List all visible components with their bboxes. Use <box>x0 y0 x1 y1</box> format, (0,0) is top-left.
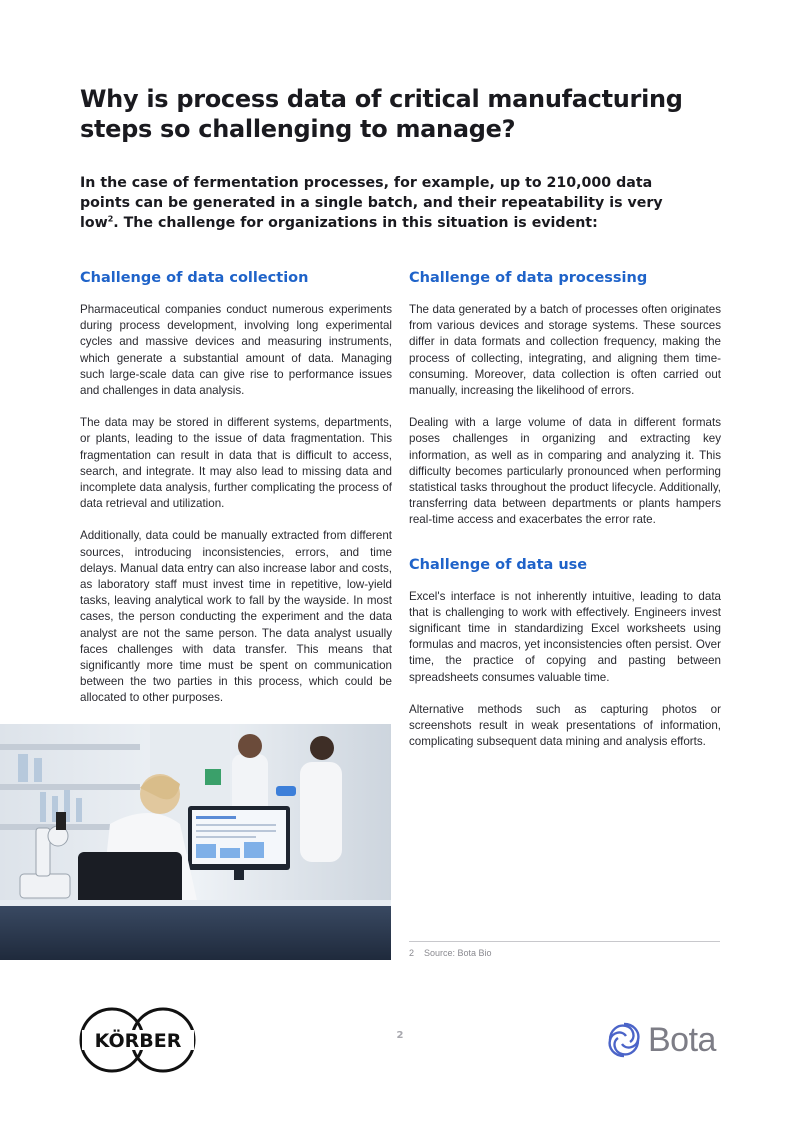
use-paragraph: Alternative methods such as capturing photos or screenshots result in weak presentations of information, complicating subsequent data mining and analysis efforts. <box>409 702 721 749</box>
collection-paragraph: Pharmaceutical companies conduct numerous experiments during process development, involving long experimental cycles and massive devices and measuring instruments, which generate a substantial amount of data. Managing such large-scale data can give rise to performance issues and challenges in data analysis. <box>80 303 392 398</box>
processing-paragraph: Dealing with a large volume of data in different formats poses challenges in organizing and extracting key information, as well as in comparing and analyzing it. This difficulty becomes particularly pronounced when performing statistical tasks throughout the product lifecycle. Additionally, transferring data between departments or plants hampers real-time access and exacerbates the error rate. <box>409 416 721 527</box>
left-column <box>80 268 392 707</box>
right-column <box>409 268 721 750</box>
heading-data-use: Challenge of data use <box>409 556 588 573</box>
page-number: 2 <box>396 1030 404 1041</box>
bota-mark-icon <box>602 1018 646 1062</box>
intro-text: In the case of fermentation processes, for example, up to 210,000 data points can be generated in a single batch, and their repeatability is very low <box>80 175 663 231</box>
footnote-text: Source: Bota Bio <box>424 948 492 958</box>
korber-logo <box>78 1005 198 1075</box>
footnote-divider <box>409 941 720 942</box>
footnote <box>409 948 492 958</box>
korber-logo-text: KÖRBER <box>94 1030 182 1052</box>
collection-paragraph: Additionally, data could be manually extracted from different sources, introducing inconsistencies, errors, and time delays. Manual data entry can also increase labor and costs, as laboratory staff must invest time in repetitive, low-yield tasks, leaving analytical work to fall by the wayside. In most cases, the person conducting the experiment and the data analyst are not the same person. The data analyst usually faces challenges with data transfer. This means that significantly more time must be spent on communication between the two parties in this process, which could be allocated to other purposes. <box>80 529 392 705</box>
heading-data-collection: Challenge of data collection <box>80 270 309 286</box>
bota-logo-text: Bota <box>648 1021 716 1059</box>
intro-paragraph <box>80 173 690 233</box>
use-paragraph: Excel's interface is not inherently intuitive, leading to data that is challenging to work with effectively. Engineers invest significant time in standardizing Excel worksheets using formulas and macros, yet inconsistencies often persist. Over time, the practice of copying and pasting between spreadsheets consumes valuable time. <box>409 589 721 684</box>
intro-text-end: . The challenge for organizations in this situation is evident: <box>113 215 598 231</box>
footnote-number: 2 <box>409 948 415 958</box>
processing-paragraph: The data generated by a batch of processes often originates from various devices and storage systems. These sources differ in data formats and collection frequency, making the process of collecting, integrating, and aligning them time-consuming. Moreover, data collection is often carried out manually, increasing the likelihood of errors. <box>409 303 721 398</box>
laboratory-photo <box>0 724 391 960</box>
collection-paragraph: The data may be stored in different systems, departments, or plants, leading to the issue of data fragmentation. This fragmentation can result in data that is difficult to access, search, and integrate. It may also lead to missing data and incomplete data analysis, further complicating the process of data retrieval and utilization. <box>80 416 392 511</box>
heading-data-processing: Challenge of data processing <box>409 270 648 286</box>
page-title: Why is process data of critical manufacturing steps so challenging to manage? <box>80 85 683 143</box>
footnote-ref: 2 <box>107 214 114 224</box>
